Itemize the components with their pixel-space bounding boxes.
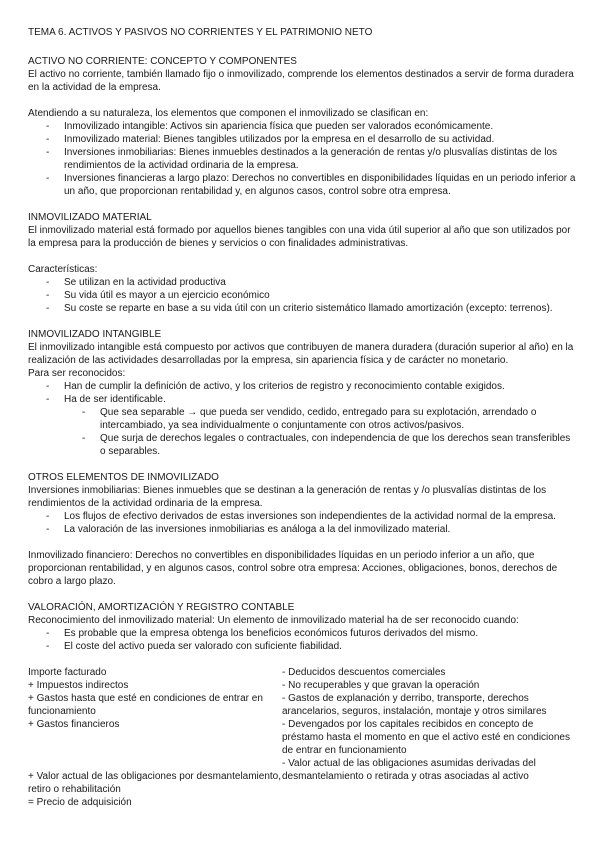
paragraph: Características: [28,264,98,275]
page-title: TEMA 6. ACTIVOS Y PASIVOS NO CORRIENTES Y EL PATRIMONIO NETO [28,27,373,38]
right-cell: - Gastos de explanación y derribo, transporte, derechos arancelarios, seguros, instalación, montaje y otros similares [282,693,547,717]
list-item: - Han de cumplir la definición de activo, y los criterios de registro y reconocimiento contable exigidos. [28,380,576,393]
list-item: - Inmovilizado material: Bienes tangibles utilizados por la empresa en el desarrollo de su actividad. [28,133,576,146]
list-item: - El coste del activo pueda ser valorado con suficiente fiabilidad. [28,640,576,653]
right-cell: - Valor actual de las obligaciones asumidas derivadas del desmantelamiento o retirada y otras asociadas al activo [282,758,536,782]
sub-list-item: - Que sea separable → que pueda ser vendido, cedido, entregado para su explotación, arrendado o intercambiado, ya sea individualmente o conjuntamente con otros activos/pasivos. [28,406,576,432]
left-cell: + Valor actual de las obligaciones por desmantelamiento, retiro o rehabilitación [28,771,282,795]
list-item: - Ha de ser identificable. [28,393,576,406]
section-heading-inmovilizado-intangible: INMOVILIZADO INTANGIBLE [28,329,162,340]
right-cell: - Deducidos descuentos comerciales [282,667,446,678]
sub-list-item: - Que surja de derechos legales o contractuales, con independencia de que los derechos sean transferibles o separables. [28,432,576,458]
paragraph: Reconocimiento del inmovilizado material: Un elemento de inmovilizado material ha de ser reconocido cuando: [28,615,519,626]
list-item: - La valoración de las inversiones inmobiliarias es análoga a la del inmovilizado material. [28,523,576,536]
document-page [28,26,576,809]
left-cell: + Impuestos indirectos [28,680,129,691]
bullet-list [28,627,576,653]
bullet-list [28,276,576,315]
paragraph: Inversiones inmobiliarias: Bienes inmuebles que se destinan a la generación de rentas y /o plusvalías distintas de los rendimientos de la actividad ordinaria de la empresa. [28,485,547,509]
list-item: - Es probable que la empresa obtenga los beneficios económicos futuros derivados del mismo. [28,627,576,640]
list-item: - Su vida útil es mayor a un ejercicio económico [28,289,576,302]
paragraph: Atendiendo a su naturaleza, los elementos que componen el inmovilizado se clasifican en: [28,108,429,119]
list-item: - Se utilizan en la actividad productiva [28,276,576,289]
paragraph: El inmovilizado intangible está compuesto por activos que contribuyen de manera duradera (duración superior al año) en la realización de las actividades desarrolladas por la empresa, sin apariencia física y de carácter no monetario. [28,342,574,366]
left-cell: + Gastos financieros [28,719,120,730]
paragraph: Para ser reconocidos: [28,368,126,379]
bullet-list [28,120,576,198]
section-heading-activo-no-corriente: ACTIVO NO CORRIENTE: CONCEPTO Y COMPONENTES [28,56,297,67]
sub-bullet-list [28,406,576,458]
list-item: - Inversiones financieras a largo plazo: Derechos no convertibles en disponibilidades líquidas en un periodo inferior a un año, que proporcionan rentabilidad y, en algunos casos, control sobre otra empresa. [28,172,576,198]
paragraph: El inmovilizado material está formado por aquellos bienes tangibles con una vida útil superior al año que son utilizados por la empresa para la producción de bienes y servicios o con finalidades administrativas. [28,225,571,249]
section-heading-otros-elementos: OTROS ELEMENTOS DE INMOVILIZADO [28,472,219,483]
left-column [28,666,282,809]
list-item: - Inversiones inmobiliarias: Bienes inmuebles destinados a la generación de rentas y/o plusvalías distintas de los rendimientos de la actividad ordinaria de la empresa. [28,146,576,172]
bullet-list [28,380,576,406]
acquisition-price-table [28,666,576,809]
paragraph: El activo no corriente, también llamado fijo o inmovilizado, comprende los elementos destinados a servir de forma duradera en la actividad de la empresa. [28,69,574,93]
left-cell: Importe facturado [28,667,107,678]
right-cell: - Devengados por los capitales recibidos en concepto de préstamo hasta el momento en que el activo esté en condiciones de entrar en funcionamiento [282,719,570,756]
right-cell: - No recuperables y que gravan la operación [282,680,480,691]
list-item: - Su coste se reparte en base a su vida útil con un criterio sistemático llamado amortización (excepto: terrenos). [28,302,576,315]
list-item: - Inmovilizado intangible: Activos sin apariencia física que pueden ser valorados económicamente. [28,120,576,133]
section-heading-inmovilizado-material: INMOVILIZADO MATERIAL [28,212,152,223]
list-item: - Los flujos de efectivo derivados de estas inversiones son independientes de la actividad normal de la empresa. [28,510,576,523]
bullet-list [28,510,576,536]
left-cell: + Gastos hasta que esté en condiciones de entrar en funcionamiento [28,693,263,717]
left-cell: = Precio de adquisición [28,797,132,808]
section-heading-valoracion: VALORACIÓN, AMORTIZACIÓN Y REGISTRO CONTABLE [28,602,295,613]
right-column [282,666,574,809]
paragraph: Inmovilizado financiero: Derechos no convertibles en disponibilidades líquidas en un periodo inferior a un año, que proporcionan rentabilidad, y en algunos casos, control sobre otra empresa: Acciones, obligaciones, bonos, derechos de cobro a largo plazo. [28,550,558,587]
